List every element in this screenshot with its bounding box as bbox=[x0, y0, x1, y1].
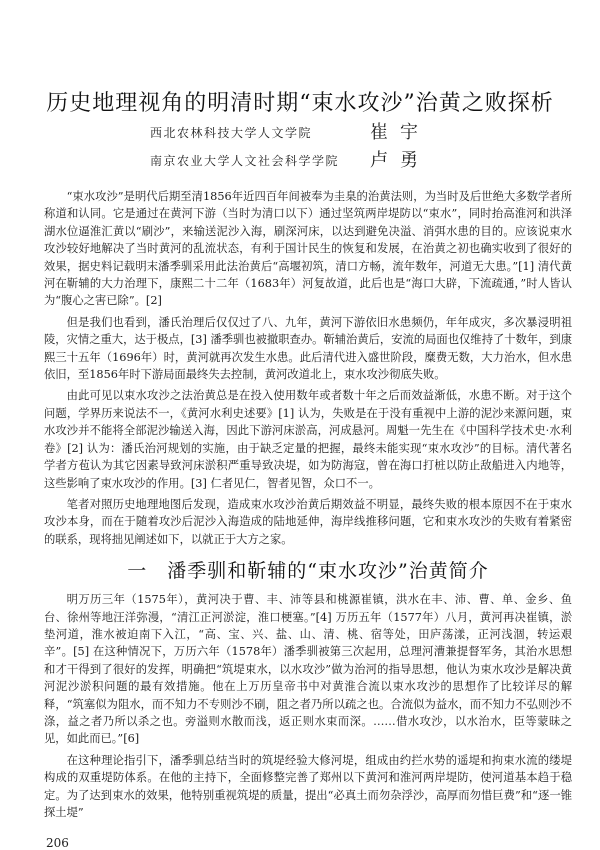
author-block-1 bbox=[150, 118, 480, 144]
intro-paragraph-4: 笔者对照历史地理地图后发现，造成束水攻沙治黄后期效益不明显，最终失败的根本原因不在于束水攻沙本身，而在于随着攻沙后泥沙入海造成的陆地延伸，海岸线推移问题，它和束水攻沙的失败有着紧密的联系，现将拙见阐述如下，以就正于大方之家。 bbox=[44, 497, 572, 546]
author-affiliation: 西北农林科技大学人文学院 bbox=[150, 126, 313, 140]
intro-paragraph-1: “束水攻沙”是明代后期至清1856年近四百年间被奉为圭臬的治黄法则，为当时及后世绝大多数学者所称道和认同。它是通过在黄河下游（当时为清口以下）通过坚筑两岸堤防以“束水”，同时抬高淮河和洪泽湖水位逼淮汇黄以“刷沙”，来输送泥沙入海，刷深河床，以达到避免决溢、消弭水患的目的。应该说束水攻沙较好地解决了当时黄河的乱流状态，有利于国计民生的恢复和发展，在治黄之初也确实收到了很好的效果，据史料记载明末潘季驯采用此法治黄后“高堰初筑，清口方畅，流年数年，河道无大患。”[1] 清代黄河在靳辅的大力治理下，康熙二十二年（1683年）河复故道，此后也是“海口大辟，下流疏通，”时人皆认为“腹心之害已除”。[2] bbox=[44, 190, 572, 308]
page-number: 206 bbox=[46, 836, 69, 850]
author-block-2 bbox=[150, 146, 480, 172]
section-paragraph-1: 明万历三年（1575年），黄河决于曹、丰、沛等县和桃源崔镇，洪水在丰、沛、曹、单、金乡、鱼台、徐州等地汪洋弥漫，“清江正河淤淀，淮口梗塞。”[4] 万历五年（1577年）八月，黄河再决崔镇，淤垫河道，淮水被迫南下入江，“高、宝、兴、盐、山、清、桃、宿等处，田庐荡漾，正河浅涸，转运艰辛”。[5] 在这种情况下，万历六年（1578年）潘季驯被第三次起用，总理河漕兼提督军务，其治水思想和才干得到了很好的发挥，明确把“筑堤束水，以水攻沙”做为治河的指导思想，他认为束水攻沙是解决黄河泥沙淤积问题的最有效措施。他在上万历皇帝书中对黄淮合流以束水攻沙的思想作了比较详尽的解释，“筑塞似为阻水，而不知力不专则沙不刷，阻之者乃所以疏之也。合流似为益水，而不知力不弘则沙不涤，益之者乃所以杀之也。旁溢则水散而浅，返正则水束而深。……借水攻沙，以水治水，臣等蒙昧之见，如此而已。”[6] bbox=[44, 593, 572, 746]
author-name: 卢勇 bbox=[370, 150, 430, 171]
intro-paragraph-3: 由此可见以束水攻沙之法治黄总是在投入使用数年或者数十年之后而效益渐低，水患不断。对于这个问题，学界历来说法不一，《黄河水利史述要》[1] 认为，失败是在于没有重视中上游的泥沙来源问题，束水攻沙并不能将全部泥沙输送入海，因此下游河床淤高，河成悬河。周魁一先生在《中国科学技术史·水利卷》[2] 认为：潘氏治河规划的实施，由于缺乏定量的把握，最终未能实现“束水攻沙”的目标。清代著名学者方苞认为其它因素导致河床淤积严重导致决堤，如为防海寇，曾在海口打桩以防止敌船进入内地等，这些影响了束水攻沙的作用。[3] 仁者见仁，智者见智，众口不一。 bbox=[44, 389, 572, 490]
author-affiliation: 南京农业大学人文社会科学学院 bbox=[150, 154, 340, 168]
author-name: 崔宇 bbox=[370, 122, 430, 143]
section-paragraph-2: 在这种理论指引下，潘季驯总结当时的筑堤经验大修河堤，组成由约拦水势的遥堤和拘束水流的缕堤构成的双重堤防体系。在他的主持下，全面修整完善了郑州以下黄河和淮河两岸堤防，使河道基本趋于稳定。为了达到束水的效果，他特别重视筑堤的质量，提出“必真土而勿杂浮沙，高厚而勿惜巨费”和“逐一锥探土堤” bbox=[44, 753, 572, 819]
intro-paragraph-2: 但是我们也看到，潘氏治理后仅仅过了八、九年，黄河下游依旧水患频仍，年年成灾，多次暴浸明祖陵，灾情之重大，达于极点，[3] 潘季驯也被撤职查办。靳辅治黄后，安流的局面也仅维持了十数年，到康熙三十五年（1696年）时，黄河就再次发生水患。此后清代进入盛世阶段，糜费无数，大力治水，但水患依旧，至1856年时下游局面最终失去控制，黄河改道北上，束水攻沙彻底失败。 bbox=[44, 315, 572, 382]
section-heading: 一 潘季驯和靳辅的“束水攻沙”治黄简介 bbox=[127, 560, 489, 583]
article-title: 历史地理视角的明清时期“束水攻沙”治黄之败探析 bbox=[46, 91, 554, 116]
article-body bbox=[44, 188, 572, 825]
